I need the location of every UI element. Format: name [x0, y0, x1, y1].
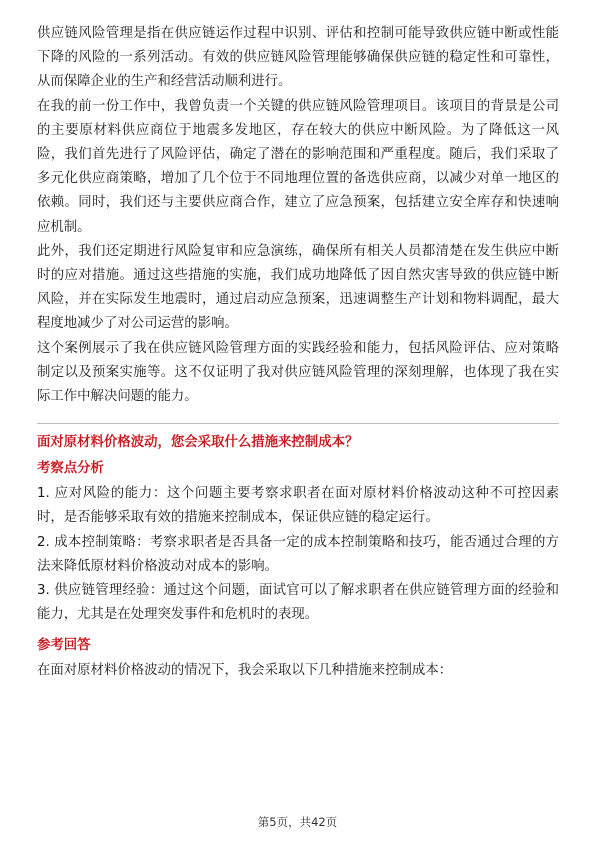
interview-question: 面对原材料价格波动，您会采取什么措施来控制成本？: [37, 435, 359, 451]
analysis-item: 3. 供应链管理经验：通过这个问题，面试官可以了解求职者在供应链管理方面的经验和能力，尤其是在处理突发事件和危机时的表现。: [37, 583, 559, 623]
page-content: [37, 22, 559, 684]
reference-answer: 在面对原材料价格波动的情况下，我会采取以下几种措施来控制成本：: [37, 663, 453, 679]
section-divider: [37, 423, 559, 424]
reference-heading: 参考回答: [37, 638, 91, 654]
intro-paragraph: 此外，我们还定期进行风险复审和应急演练，确保所有相关人员都清楚在发生供应中断时的应对措施。通过这些措施的实施，我们成功地降低了因自然灾害导致的供应链中断风险，并在实际发生地震时，通过启动应急预案，迅速调整生产计划和物料调配，最大程度地减少了对公司运营的影响。: [37, 243, 559, 332]
analysis-item: 1. 应对风险的能力：这个问题主要考察求职者在面对原材料价格波动这种不可控因素时，是否能够采取有效的措施来控制成本，保证供应链的稳定运行。: [37, 486, 559, 526]
analysis-heading: 考察点分析: [37, 461, 104, 477]
intro-paragraph: 供应链风险管理是指在供应链运作过程中识别、评估和控制可能导致供应链中断或性能下降的风险的一系列活动。有效的供应链风险管理能够确保供应链的稳定性和可靠性，从而保障企业的生产和经营活动顺利进行。: [37, 26, 559, 90]
intro-paragraph: 在我的前一份工作中，我曾负责一个关键的供应链风险管理项目。该项目的背景是公司的主要原材料供应商位于地震多发地区，存在较大的供应中断风险。为了降低这一风险，我们首先进行了风险评估，确定了潜在的影响范围和严重程度。随后，我们采取了多元化供应商策略，增加了几个位于不同地理位置的备选供应商，以减少对单一地区的依赖。同时，我们还与主要供应商合作，建立了应急预案，包括建立安全库存和快速响应机制。: [37, 98, 559, 235]
page-number: 第5页，共42页: [257, 815, 338, 829]
analysis-item: 2. 成本控制策略：考察求职者是否具备一定的成本控制策略和技巧，能否通过合理的方法来降低原材料价格波动对成本的影响。: [37, 534, 559, 574]
intro-paragraph: 这个案例展示了我在供应链风险管理方面的实践经验和能力，包括风险评估、应对策略制定以及预案实施等。这不仅证明了我对供应链风险管理的深刻理解，也体现了我在实际工作中解决问题的能力。: [37, 340, 559, 405]
